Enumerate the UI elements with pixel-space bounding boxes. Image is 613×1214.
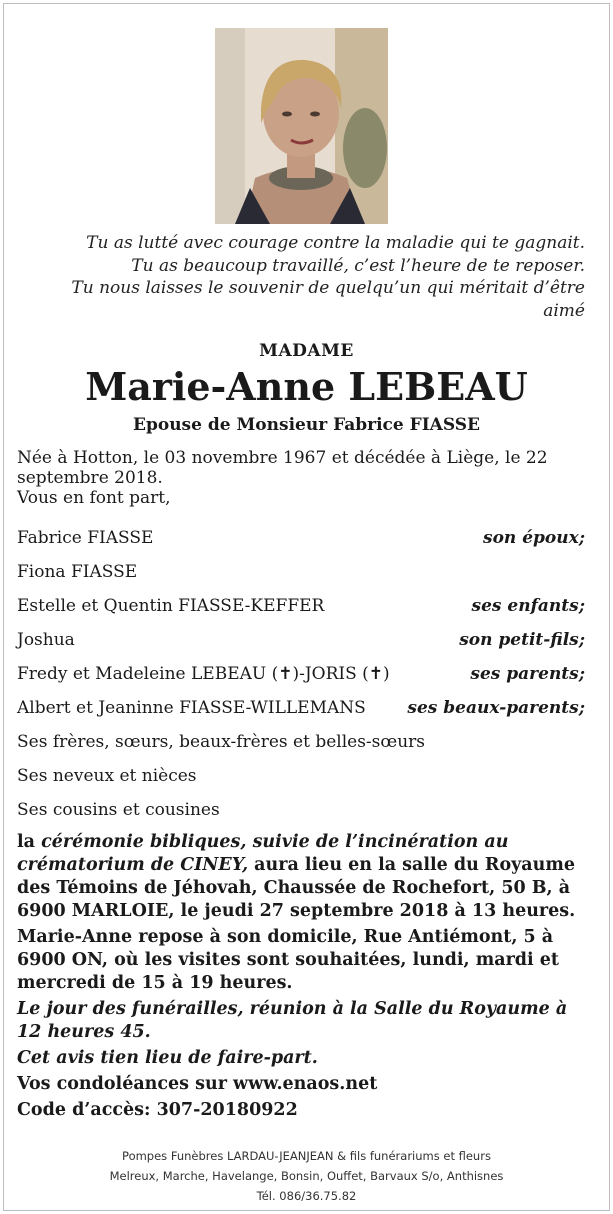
family-row [17, 528, 585, 562]
spouse-line: Epouse de Monsieur Fabrice FIASSE [133, 415, 480, 435]
family-member: Estelle et Quentin FIASSE-KEFFER [17, 596, 325, 616]
family-relation: ses enfants; [471, 596, 585, 616]
family-member: Ses neveux et nièces [17, 766, 197, 786]
announce-text: Vous en font part, [17, 488, 171, 508]
family-row [17, 766, 585, 800]
family-relation: ses parents; [470, 664, 585, 684]
poem-line: Tu nous laisses le souvenir de quelqu’un qui méritait d’être aimé [71, 278, 585, 321]
family-member: Joshua [17, 630, 75, 650]
family-relation: ses beaux-parents; [407, 698, 585, 718]
family-row [17, 732, 585, 766]
poem-line: Tu as lutté avec courage contre la maladie qui te gagnait. [86, 233, 585, 253]
family-member: Fredy et Madeleine LEBEAU (✝)-JORIS (✝) [17, 664, 390, 684]
repose-paragraph: Marie-Anne repose à son domicile, Rue Antiémont, 5 à 6900 ON, où les visites sont souhaitées, lundi, mardi et mercredi de 15 à 19 heures. [17, 927, 560, 993]
family-member: Albert et Jeaninne FIASSE-WILLEMANS [17, 698, 366, 718]
funeral-home-footer [0, 1146, 613, 1206]
family-row [17, 800, 585, 834]
honorific-title: MADAME [259, 341, 354, 361]
funeral-home-phone: Tél. 086/36.75.82 [256, 1189, 357, 1203]
family-relation: son époux; [483, 528, 585, 548]
ceremony-paragraph [17, 831, 585, 923]
family-row [17, 562, 585, 596]
funeral-home-name: Pompes Funèbres LARDAU-JEANJEAN & fils funérariums et fleurs [122, 1149, 491, 1163]
family-row [17, 698, 585, 732]
memorial-poem [30, 232, 585, 322]
deceased-name: Marie-Anne LEBEAU [85, 364, 528, 409]
notice-paragraph: Cet avis tien lieu de faire-part. [17, 1048, 318, 1068]
family-member: Fiona FIASSE [17, 562, 138, 582]
family-relation: son petit-fils; [459, 630, 585, 650]
poem-line: Tu as beaucoup travaillé, c’est l’heure de te reposer. [131, 255, 585, 276]
ceremony-lead: la [17, 832, 35, 852]
portrait-photo [215, 28, 388, 224]
family-row [17, 596, 585, 630]
ceremony-italic: cérémonie bibliques, suivie de l’incinération au crématorium de CINEY, [17, 832, 509, 875]
birth-death-text: Née à Hotton, le 03 novembre 1967 et décédée à Liège, le 22 septembre 2018. [17, 448, 548, 488]
family-list [17, 528, 585, 834]
condolences-paragraph: Vos condoléances sur www.enaos.net [17, 1074, 378, 1094]
family-member: Ses cousins et cousines [17, 800, 220, 820]
family-row [17, 630, 585, 664]
ceremony-details [17, 831, 585, 1125]
family-row [17, 664, 585, 698]
family-member: Ses frères, sœurs, beaux-frères et belles-sœurs [17, 732, 425, 752]
funeral-home-locations: Melreux, Marche, Havelange, Bonsin, Ouffet, Barvaux S/o, Anthisnes [109, 1169, 504, 1183]
access-code: Code d’accès: 307-20180922 [17, 1100, 298, 1120]
ceremony-rest: aura lieu en la salle du Royaume des Témoins de Jéhovah, Chaussée de Rochefort, 50 B, à 6900 MARLOIE, le jeudi 27 septembre 2018 à 13 heures. [17, 855, 576, 921]
family-member: Fabrice FIASSE [17, 528, 154, 548]
intro-text [17, 448, 553, 508]
reunion-paragraph: Le jour des funérailles, réunion à la Salle du Royaume à 12 heures 45. [17, 999, 568, 1042]
